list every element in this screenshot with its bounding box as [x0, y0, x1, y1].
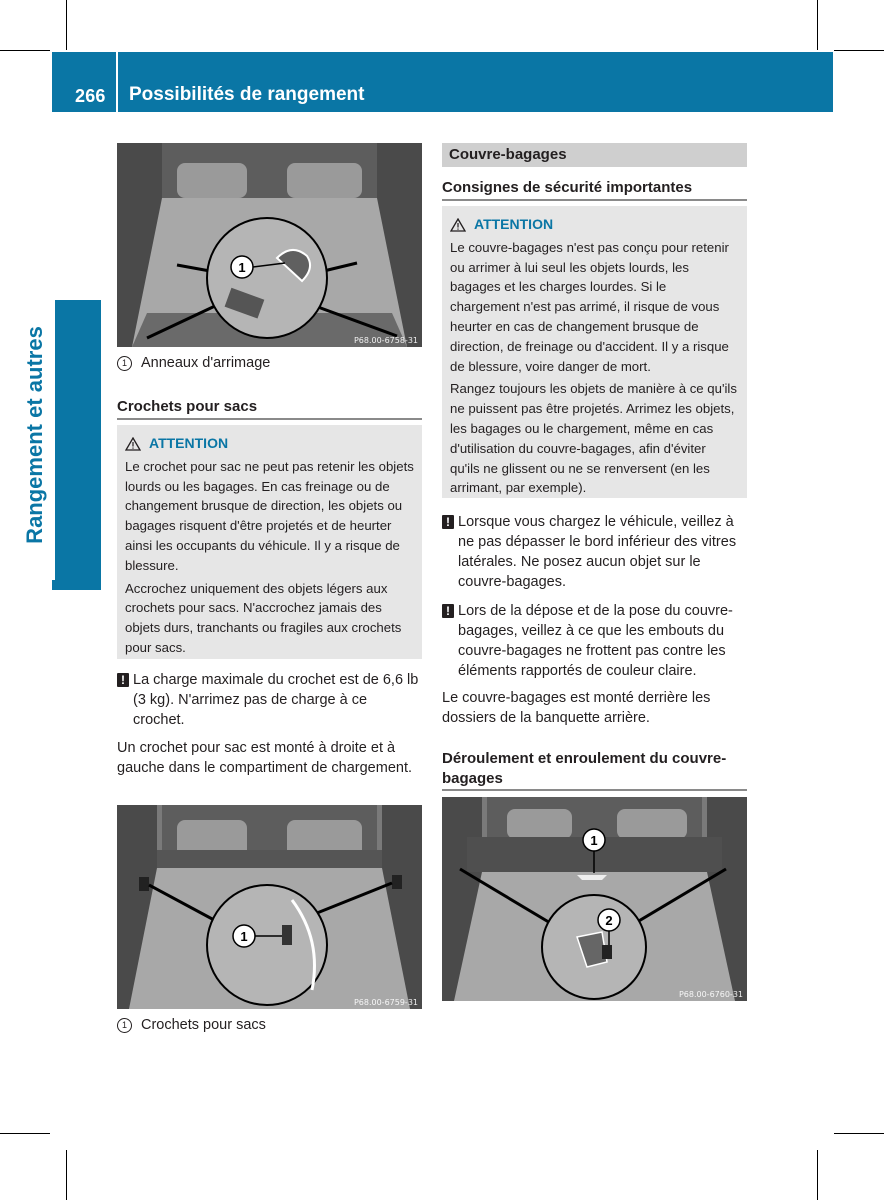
- body-paragraph: Le couvre-bagages est monté derrière les dossiers de la banquette arrière.: [442, 690, 711, 726]
- crop-mark: [66, 1150, 67, 1200]
- caption-text: Crochets pour sacs: [141, 1017, 266, 1033]
- cargo-photo-2: [117, 805, 422, 1009]
- exclamation-icon: !: [442, 604, 454, 618]
- side-tab-label: Rangement et autres: [15, 290, 55, 580]
- warning-box: [442, 206, 747, 498]
- exclamation-icon: !: [442, 515, 454, 529]
- figure-caption: [117, 355, 270, 371]
- crop-mark: [66, 0, 67, 50]
- crop-mark: [834, 50, 884, 51]
- side-tab: [52, 300, 101, 590]
- figure-ref: P68.00-6758-31: [353, 336, 418, 345]
- note-item: [117, 670, 422, 730]
- warning-triangle-icon: [125, 437, 141, 451]
- warning-title: ATTENTION: [474, 216, 554, 232]
- note-text: La charge maximale du crochet est de 6,6 lb (3 kg). N'arrimez pas de charge à ce crochet.: [133, 672, 419, 728]
- section-band-title: Couvre-bagages: [442, 143, 747, 167]
- note-item: [442, 512, 747, 592]
- warning-paragraph: Rangez toujours les objets de manière à ce qu'ils ne puissent pas être projetés. Arrimez les objets, les bagages ou le chargement, même en cas d'utilisation du couvre-bagages, afin d'éviter qu'ils ne glissent ou ne se renversent (en les arrimant, par exemple).: [450, 381, 737, 496]
- crop-mark: [0, 1133, 50, 1134]
- figure-cargo-cover: [442, 797, 747, 1001]
- note-item: [442, 601, 747, 681]
- crop-mark: [0, 50, 50, 51]
- warning-paragraph: Accrochez uniquement des objets légers aux crochets pour sacs. N'accrochez jamais des objets durs, tranchants ou fragiles aux crochets pour sacs.: [125, 580, 402, 655]
- callout-1: 1: [240, 929, 248, 944]
- figure-ref: P68.00-6760-31: [678, 990, 743, 999]
- section-title: Déroulement et enroulement du couvre-bagages: [442, 750, 727, 787]
- subsection-title: Consignes de sécurité importantes: [442, 179, 693, 196]
- callout-2: 2: [605, 913, 613, 928]
- note-text: Lorsque vous chargez le véhicule, veillez à ne pas dépasser le bord inférieur des vitres latérales. Ne posez aucun objet sur le couvre-bagages.: [458, 514, 737, 590]
- warning-paragraph: Le couvre-bagages n'est pas conçu pour retenir ou arrimer à lui seul les objets lourds, les bagages et les charges lourdes. Si le chargement n'est pas arrimé, il risque de vous heurter en cas de changement brusque de direction, de freinage ou d'accident. Il y a risque de blessure, voire danger de mort.: [450, 239, 729, 374]
- cargo-photo-3: [442, 797, 747, 1001]
- figure-ref: P68.00-6759-31: [353, 998, 418, 1007]
- crop-mark: [817, 0, 818, 50]
- cargo-photo-1: [117, 143, 422, 347]
- caption-number: 1: [117, 356, 132, 371]
- page-title: Possibilités de rangement: [129, 84, 365, 105]
- caption-number: 1: [117, 1018, 132, 1033]
- warning-triangle-icon: [450, 218, 466, 232]
- page-number: 266: [75, 86, 106, 106]
- warning-box: [117, 425, 422, 659]
- section-rule: [442, 789, 747, 791]
- body-paragraph: Un crochet pour sac est monté à droite et à gauche dans le compartiment de chargement.: [117, 740, 413, 776]
- crop-mark: [834, 1133, 884, 1134]
- warning-header: [450, 215, 739, 235]
- exclamation-icon: !: [117, 673, 129, 687]
- section-rule: [442, 199, 747, 201]
- figure-tie-down-rings: [117, 143, 422, 347]
- warning-paragraph: Le crochet pour sac ne peut pas retenir les objets lourds ou les bagages. En cas freinage ou de changement brusque de direction, les objets ou bagages risquent d'être projetés et de heurter ainsi les occupants du véhicule. Il y a risque de blessure.: [125, 458, 414, 573]
- callout-1: 1: [238, 260, 246, 275]
- header-separator: [116, 52, 118, 112]
- warning-header: [125, 434, 414, 454]
- section-title: Crochets pour sacs: [117, 398, 258, 415]
- crop-mark: [817, 1150, 818, 1200]
- section-rule: [117, 418, 422, 420]
- callout-1: 1: [590, 833, 598, 848]
- figure-caption: [117, 1017, 266, 1033]
- figure-bag-hooks: [117, 805, 422, 1009]
- caption-text: Anneaux d'arrimage: [141, 355, 271, 371]
- note-text: Lors de la dépose et de la pose du couvre-bagages, veillez à ce que les embouts du couvre-bagages ne frottent pas contre les éléments rapportés de couleur claire.: [458, 603, 733, 679]
- warning-title: ATTENTION: [149, 435, 229, 451]
